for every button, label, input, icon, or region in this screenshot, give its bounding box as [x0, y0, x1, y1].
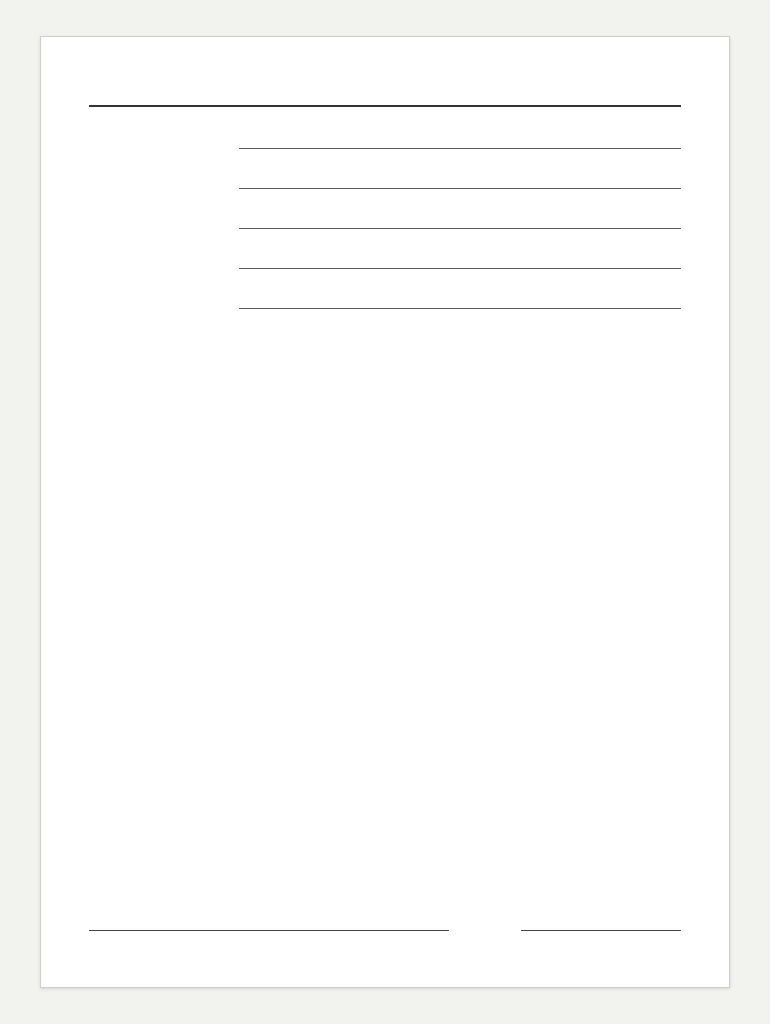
title-rule: [89, 105, 681, 107]
field-line: [239, 249, 681, 269]
form-field-row: [89, 289, 681, 309]
signature-line: [89, 930, 449, 931]
field-line: [239, 129, 681, 149]
field-line: [239, 169, 681, 189]
signature-block: [89, 930, 681, 931]
form-field-row: [89, 169, 681, 189]
form-page: [40, 36, 730, 988]
date-line: [521, 930, 681, 931]
form-field-row: [89, 129, 681, 149]
field-line: [239, 289, 681, 309]
form-field-row: [89, 209, 681, 229]
field-line: [239, 209, 681, 229]
form-field-row: [89, 249, 681, 269]
